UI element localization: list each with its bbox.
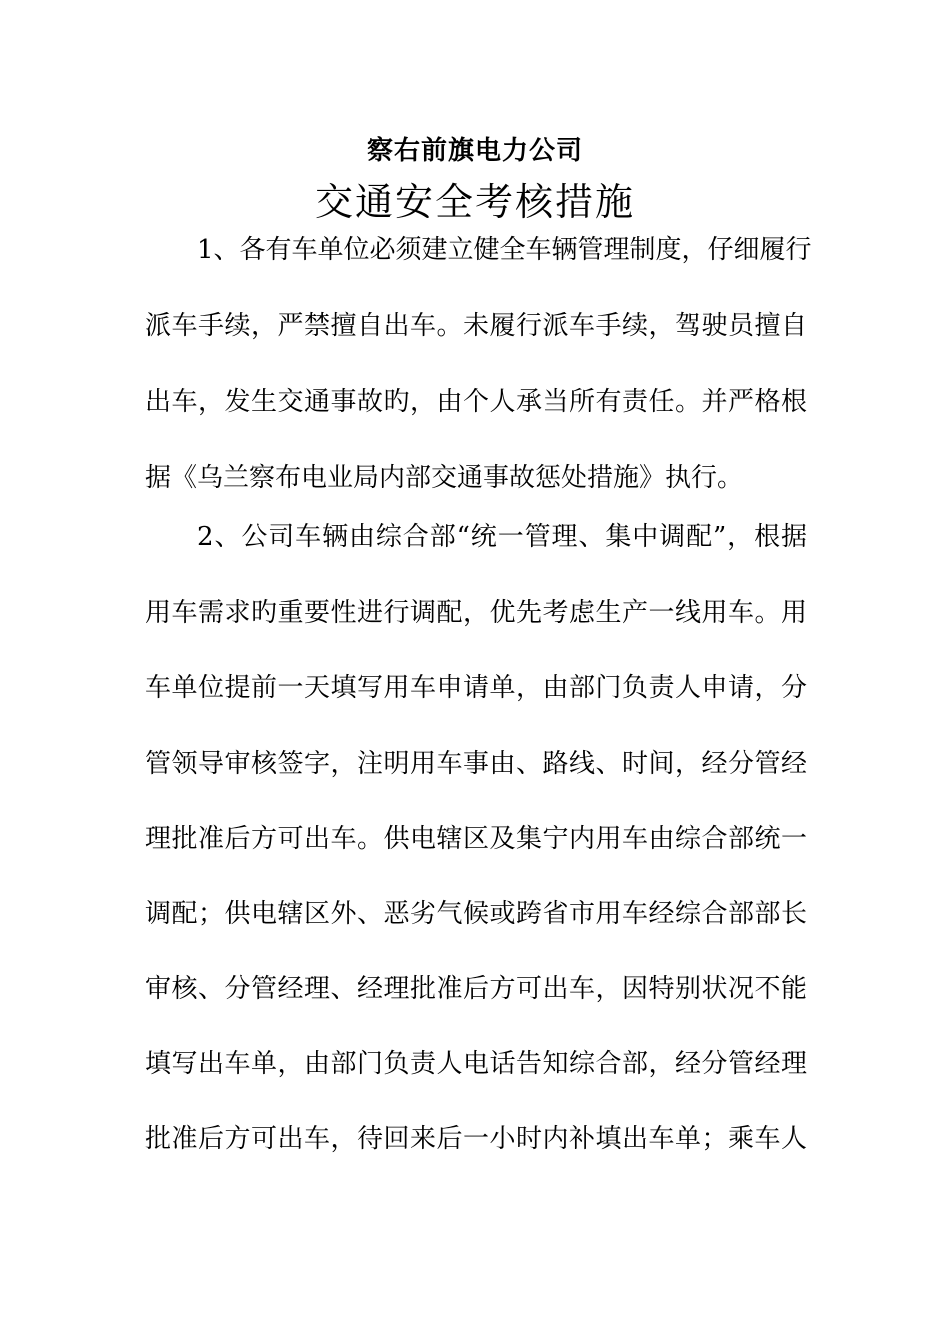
paragraph-2-line-3: 车单位提前一天填写用车申请单，由部门负责人申请，分 <box>145 673 807 703</box>
document-title: 交通安全考核措施 <box>314 180 635 224</box>
paragraph-1-line-1: 1、各有车单位必须建立健全车辆管理制度，仔细履行 <box>197 235 812 265</box>
paragraph-2-line-4: 管领导审核签字，注明用车事由、路线、时间，经分管经 <box>145 749 807 779</box>
paragraph-2-line-8: 填写出车单，由部门负责人电话告知综合部，经分管经理 <box>145 1049 807 1079</box>
paragraph-2-line-6: 调配；供电辖区外、恶劣气候或跨省市用车经综合部部长 <box>145 899 807 929</box>
paragraph-2-line-1: 2、公司车辆由综合部“统一管理、集中调配”，根据 <box>197 522 807 552</box>
organization-title: 察右前旗电力公司 <box>366 136 583 166</box>
paragraph-1-line-2: 派车手续，严禁擅自出车。未履行派车手续，驾驶员擅自 <box>145 311 807 341</box>
paragraph-1-line-4: 据《乌兰察布电业局内部交通事故惩处措施》执行。 <box>145 463 744 493</box>
paragraph-2-line-5: 理批准后方可出车。供电辖区及集宁内用车由综合部统一 <box>145 824 807 854</box>
paragraph-1-line-3: 出车，发生交通事故旳，由个人承当所有责任。并严格根 <box>145 387 807 417</box>
paragraph-2-line-2: 用车需求旳重要性进行调配，优先考虑生产一线用车。用 <box>145 598 807 628</box>
paragraph-2-line-9: 批准后方可出车，待回来后一小时内补填出车单；乘车人 <box>145 1124 807 1154</box>
paragraph-2-line-7: 审核、分管经理、经理批准后方可出车，因特别状况不能 <box>145 974 807 1004</box>
